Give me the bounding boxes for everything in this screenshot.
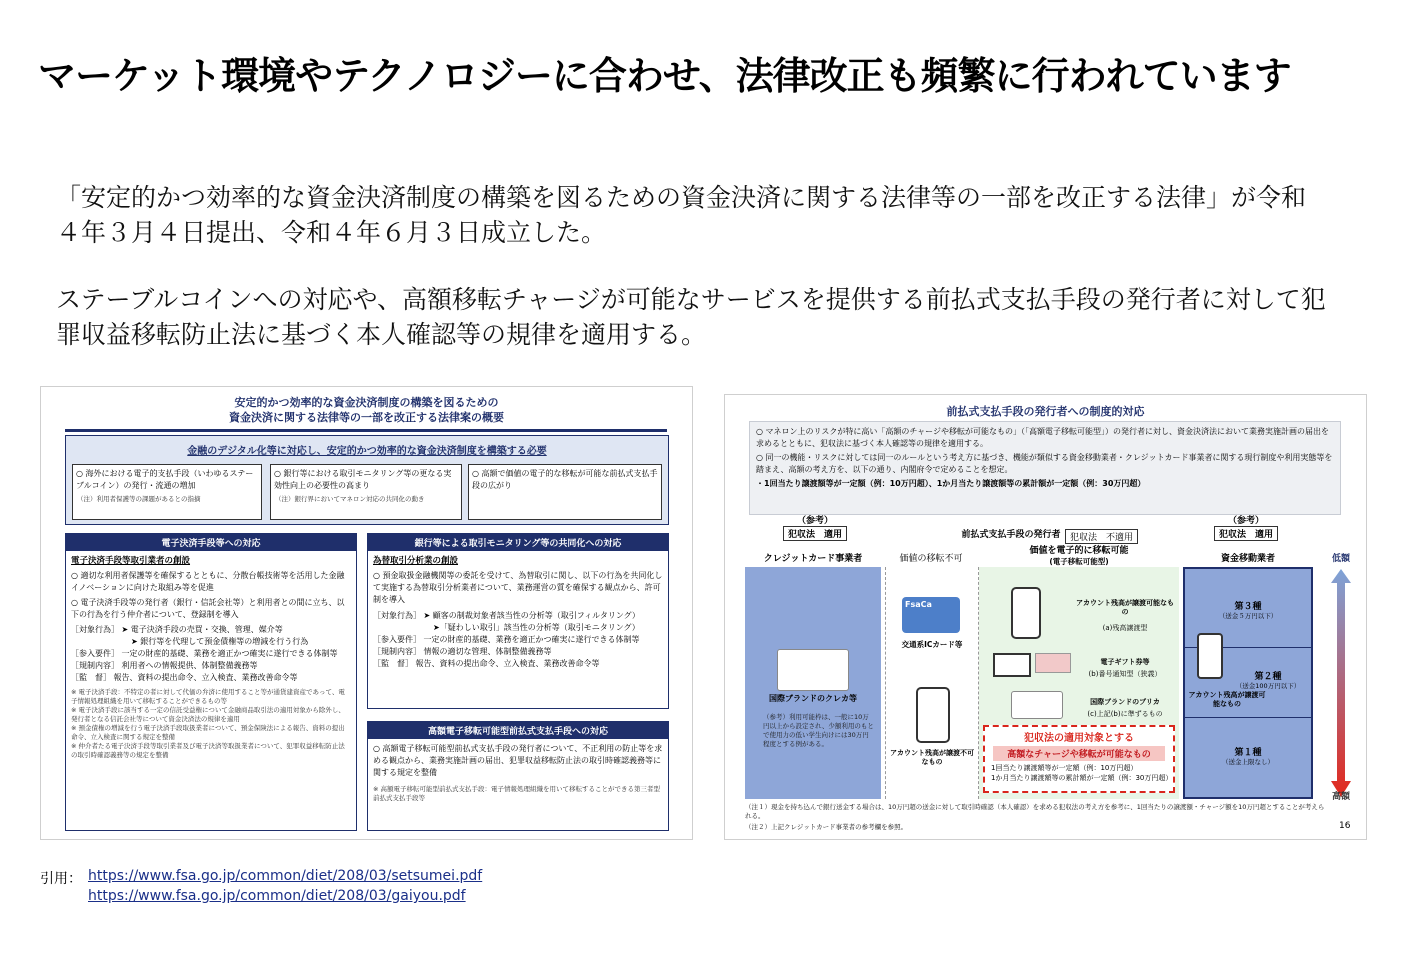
fig2-target-badge: 高額なチャージや移転が可能なもの [993, 746, 1165, 761]
fig2-credit-column [745, 567, 881, 799]
fig2-law-applied-right: 犯収法 適用 [1214, 526, 1278, 541]
fig2-b-label: 電子ギフト券等 [1100, 658, 1150, 666]
fig2-phone-not-transferable: アカウント残高が譲渡不可なもの [890, 749, 974, 766]
fig1-section1-header: 電子決済手段等への対応 [66, 534, 356, 551]
gift-card-icon [1035, 653, 1071, 673]
paragraph-law-submission: 「安定的かつ効率的な資金決済制度の構築を図るための資金決済に関する法律等の一部を改正する法律」が令和４年３月４日提出、令和４年６月３日成立した。 [56, 183, 1307, 247]
fig2-ref-left: （参考） [796, 516, 833, 526]
paragraph-stablecoin: ステーブルコインへの対応や、高額移転チャージが可能なサービスを提供する前払式支払手段の発行者に対して犯罪収益移転防止法に基づく本人確認等の規律を適用する。 [56, 285, 1326, 349]
fig2-remit-tier-3: 第３種 [1234, 602, 1262, 612]
fig2-col-transfer-sub: (電子移転可能型) [1049, 557, 1109, 566]
fig2-a-label: アカウント残高が譲渡可能なもの [1076, 599, 1174, 616]
fig2-ic-card-label: 交通系ICカード等 [901, 640, 963, 649]
fig1-section2-sub: 為替取引分析業の創設 [373, 556, 459, 566]
fig2-no-transfer-column [885, 567, 979, 799]
ic-card-icon: FsaCa [902, 597, 960, 633]
figure-prepaid-measures [724, 394, 1367, 840]
prepaid-card-icon [1011, 691, 1063, 719]
fig2-low-label: 低額 [1331, 554, 1350, 564]
fig2-issuer-header: 前払式支払手段の発行者 [961, 530, 1061, 540]
fig2-law-applied-left: 犯収法 適用 [783, 526, 847, 541]
fig1-section-e-payment: 電子決済手段等への対応 電子決済手段等取引業者の創設 ○ 適切な利用者保護等を確保するとともに、分散台帳技術等を活用した金融イノベーションに向けた取組み等を促進 ○ 電子決済手段等の発行者（銀行・信託会社等）と利用者との間に立ち、以下の行為を行う仲介者について、登録制を導入 ［対象行為］ ➤ 電子決済手段の売買・交換、管理、媒介等 ➤ 銀行等を代理して預金債権等の増減を行う行為 ［参入要件］ 一定の財産的基礎、業務を適正かつ確実に遂行できる体制等 ［規制内容］ 利用者への情報提供、体制整備義務等 ［監 督］ 報告、資料の提出命令、立入検査、業務改善命令等 ※ 電子決済手段：不特定の者に対して代価の弁済に使用すること等が通貨建資産であって、電子情報処理組織を用いて移転することができるもの等 ※ 電子決済手段に該当する一定の信託受益権について金融商品取引法の適用対象から除外し、発行者となる信託会社等について資金決済法の規律を適用 ※ 預金債権の増減を行う電子決済手段取扱業者について、預金保険法による報告、資料の提出命令、立入検査に関する規定を整備 ※ 仲介者たる電子決済手段等取引業者及び電子決済等取扱業者について、犯罪収益移転防止法の取引時確認義務等の規定を整備 [65, 533, 357, 831]
fig2-law-not-applied: 犯収法 不適用 [1065, 529, 1138, 544]
fig1-issue-area [65, 435, 669, 525]
fig2-amount-arrow [1321, 567, 1361, 799]
citation-link-setsumei[interactable]: https://www.fsa.go.jp/common/diet/208/03/setsumei.pdf [88, 868, 483, 884]
fig2-remit-column: 第３種 （送金５万円以下） 第２種 （送金100万円以下） アカウント残高が譲渡可能なもの 第１種 （送金上限なし） [1183, 567, 1313, 799]
fig2-col-no-transfer: 価値の移転不可 [899, 554, 963, 564]
fig2-c-label: 国際ブランドのプリカ [1090, 698, 1160, 706]
fig1-section1-sub: 電子決済手段等取引業者の創設 [71, 556, 191, 566]
citation-label: 引用： [40, 871, 82, 887]
fig1-issue-1: ○ 海外における電子的支払手段（いわゆるステーブルコイン）の発行・流通の増加 （注）利用者保護等の課題があるとの指摘 [72, 464, 262, 520]
fig2-target-rule2: 1か月当たり譲渡額等の累計額が一定額（例：30万円超） [991, 774, 1173, 782]
fig1-section2-header: 銀行等による取引モニタリング等の共同化への対応 [368, 534, 668, 551]
figure-law-overview [40, 386, 693, 840]
fig2-footnote-1: （注１）現金を持ち込んで銀行送金する場合は、10万円超の送金に対して取引時確認（本人確認）を求める犯収法の考え方を参考に、1回当たりの譲渡額・チャージ額を10万円超とすることが考えられる。 [745, 803, 1325, 820]
fig2-col-credit: クレジットカード事業者 [763, 554, 863, 564]
computer-icon [993, 653, 1031, 677]
fig2-credit-note: （参考）利用可能枠は、一般に10万円以上から設定され、少額利用のもとで使用力の低い学生向けには30万円程度とする例がある。 [763, 713, 874, 748]
credit-card-icon [777, 649, 849, 691]
fig1-issue-3: ○ 高額で価値の電子的な移転が可能な前払式支払手段の広がり [468, 464, 662, 520]
citation-link-gaiyou[interactable]: https://www.fsa.go.jp/common/diet/208/03/gaiyou.pdf [88, 888, 466, 904]
fig2-footnote-2: （注２）上記クレジットカード事業者の参考欄を参照。 [745, 823, 908, 831]
fig1-title-line2: 資金決済に関する法律等の一部を改正する法律案の概要 [229, 411, 504, 424]
fig2-title: 前払式支払手段の発行者への制度的対応 [946, 405, 1145, 418]
fig2-transfer-column [979, 567, 1179, 799]
fig1-section-monitoring: 銀行等による取引モニタリング等の共同化への対応 為替取引分析業の創設 ○ 預金取扱金融機関等の委託を受けて、為替取引に関し、以下の行為を共同化して実施する為替取引分析業者について、業務運営の質を確保する観点から、許可制を導入 ［対象行為］ ➤ 顧客の制裁対象者該当性の分析等（取引フィルタリング） ➤「疑わしい取引」該当性の分析等（取引モニタリング） ［参入要件］ 一定の財産的基礎、業務を適正かつ確実に遂行できる体制等 ［規制内容］ 情報の適切な管理、体制整備義務等 ［監 督］ 報告、資料の提出命令、立入検査、業務改善命令等 [367, 533, 669, 709]
fig2-target-title: 犯収法の適用対象とする [1024, 733, 1134, 744]
fig2-remit-tier-1: 第１種 [1234, 748, 1262, 758]
fig2-credit-card-label: 国際ブランドのクレカ等 [769, 694, 857, 703]
fig1-issue-2: ○ 銀行等における取引モニタリング等の更なる実効性向上の必要性の高まり （注）銀行界においてマネロン対応の共同化の動き [270, 464, 462, 520]
fig1-title-line1: 安定的かつ効率的な資金決済制度の構築を図るための [234, 396, 499, 409]
fig2-target-box [983, 725, 1175, 793]
fig2-col-remit: 資金移動業者 [1220, 554, 1275, 564]
fig2-a-sub: (a)残高譲渡型 [1102, 624, 1148, 632]
smartphone-icon [916, 687, 950, 743]
fig1-banner: 金融のデジタル化等に対応し、安定的かつ効率的な資金決済制度を構築する必要 [187, 446, 547, 457]
smartphone-icon [1197, 633, 1223, 679]
fig2-remit-tier-2: 第２種 [1254, 672, 1282, 682]
fig2-col-transfer: 価値を電子的に移転可能 [1029, 546, 1129, 556]
fig2-page-number: 16 [1339, 821, 1351, 831]
fig2-high-label: 高額 [1331, 792, 1350, 802]
smartphone-icon [1011, 587, 1041, 639]
fig2-remit-phone-label: アカウント残高が譲渡可能なもの [1188, 691, 1266, 708]
fig2-ref-right: （参考） [1227, 516, 1264, 526]
fig2-bullets: ○ マネロン上のリスクが特に高い「高額のチャージや移転が可能なもの」（「高額電子移転可能型」）の発行者に対し、資金決済法において業務実施計画の届出を求めるとともに、犯収法に基づく本人確認等の規律を適用する。 ○ 同一の機能・リスクに対しては同一のルールという考え方に基づき、機能が類似する資金移動業者・クレジットカード事業者に関する現行制度や利用実態等を踏まえ、高額の考え方を、以下の通り、内閣府令で定めることを想定。 ・1回当たり譲渡額等が一定額（例：10万円超）、1か月当たり譲渡額等の累計額が一定額（例：30万円超） [749, 421, 1341, 515]
fig2-c-sub: (c)上記(b)に準ずるもの [1087, 710, 1163, 718]
fig2-b-sub: (b)番号通知型（狭義） [1088, 670, 1162, 678]
slide-title: マーケット環境やテクノロジーに合わせ、法律改正も頻繁に行われています [38, 54, 1291, 98]
fig1-section-prepaid: 高額電子移転可能型前払式支払手段への対応 ○ 高額電子移転可能型前払式支払手段の発行者について、不正利用の防止等を求める観点から、業務実施計画の届出、犯罪収益移転防止法の取引時確認義務等に関する規定を整備 ※ 高額電子移転可能型前払式支払手段：電子情報処理組織を用いて移転することができる第三者型前払式支払手段等 [367, 721, 669, 831]
fig2-target-rule1: 1回当たり譲渡額等が一定額（例：10万円超） [991, 764, 1138, 772]
fig1-section3-header: 高額電子移転可能型前払式支払手段への対応 [368, 722, 668, 739]
